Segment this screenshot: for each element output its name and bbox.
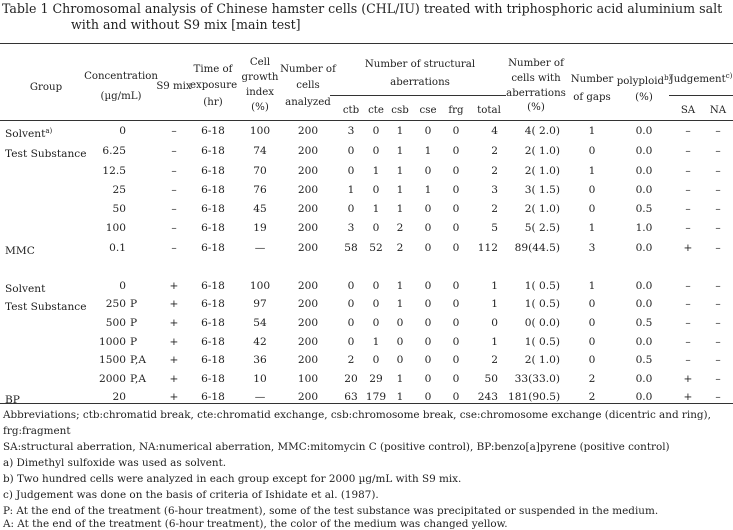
cell-ncells: 200 bbox=[297, 354, 319, 366]
cell-cte: 1 bbox=[372, 336, 380, 348]
header-growth-4: (%) bbox=[251, 102, 269, 113]
cell-s9: – bbox=[171, 242, 177, 254]
cell-sa: – bbox=[685, 145, 691, 157]
cell-s9: + bbox=[169, 280, 179, 292]
cell-s9: + bbox=[169, 354, 179, 366]
cell-na: – bbox=[715, 336, 721, 348]
cell-na: – bbox=[715, 242, 721, 254]
cell-ncells: 200 bbox=[297, 203, 319, 215]
cell-csb: 0 bbox=[396, 354, 404, 366]
cell-total: 1 bbox=[491, 336, 498, 348]
footnote-a: a) Dimethyl sulfoxide was used as solvent. bbox=[3, 457, 227, 469]
cell-group: Solvent$^{a)}$ bbox=[5, 127, 53, 140]
cell-ncells: 200 bbox=[297, 336, 319, 348]
cell-time: 6-18 bbox=[201, 222, 225, 234]
cell-conc: 25 bbox=[112, 184, 126, 196]
cell-cte: 0 bbox=[372, 125, 380, 137]
cell-cond: P bbox=[130, 298, 138, 310]
cell-gaps: 0 bbox=[588, 203, 596, 215]
cell-na: – bbox=[715, 184, 721, 196]
cell-frg: 0 bbox=[452, 165, 460, 177]
cell-ctb: 0 bbox=[347, 165, 355, 177]
cell-s9: – bbox=[171, 203, 177, 215]
header-gaps-1: Number bbox=[570, 74, 614, 85]
header-gaps-2: of gaps bbox=[573, 92, 611, 103]
cell-gaps: 0 bbox=[588, 184, 596, 196]
cell-cse: 0 bbox=[424, 165, 432, 177]
cell-csb: 1 bbox=[396, 165, 404, 177]
header-polyploid: polyploid$^{b)}$ bbox=[616, 74, 672, 87]
header-frg: frg bbox=[448, 105, 464, 116]
cell-total: 1 bbox=[491, 280, 498, 292]
cell-conc: 0 bbox=[119, 280, 126, 292]
cell-poly: 0.0 bbox=[635, 165, 653, 177]
cell-frg: 0 bbox=[452, 354, 460, 366]
cell-csb: 1 bbox=[396, 373, 404, 385]
header-csb: csb bbox=[391, 105, 409, 116]
cell-csb: 0 bbox=[396, 317, 404, 329]
cell-na: – bbox=[715, 125, 721, 137]
cell-ab: 181(90.5) bbox=[508, 391, 561, 403]
cell-ab: 1( 0.5) bbox=[524, 298, 560, 310]
cell-na: – bbox=[715, 317, 721, 329]
cell-poly: 0.0 bbox=[635, 373, 653, 385]
cell-ab: 89(44.5) bbox=[514, 242, 560, 254]
cell-cte: 0 bbox=[372, 317, 380, 329]
cell-s9: + bbox=[169, 317, 179, 329]
cell-total: 5 bbox=[491, 222, 498, 234]
cell-ncells: 200 bbox=[297, 391, 319, 403]
cell-sa: – bbox=[685, 165, 691, 177]
cell-frg: 0 bbox=[452, 184, 460, 196]
cell-sa: + bbox=[683, 242, 693, 254]
cell-csb: 1 bbox=[396, 203, 404, 215]
cell-cte: 0 bbox=[372, 280, 380, 292]
cell-na: – bbox=[715, 354, 721, 366]
cell-ab: 5( 2.5) bbox=[524, 222, 560, 234]
cell-cse: 0 bbox=[424, 203, 432, 215]
cell-s9: + bbox=[169, 336, 179, 348]
cell-cte: 0 bbox=[372, 354, 380, 366]
header-concentration-unit: (µg/mL) bbox=[100, 91, 142, 102]
judgement-sub-rule bbox=[669, 95, 733, 96]
cell-cse: 1 bbox=[424, 145, 432, 157]
cell-ctb: 3 bbox=[347, 125, 355, 137]
cell-conc: 250 bbox=[105, 298, 126, 310]
cell-cse: 0 bbox=[424, 336, 432, 348]
cell-growth: 36 bbox=[253, 354, 267, 366]
cell-frg: 0 bbox=[452, 203, 460, 215]
cell-growth: 70 bbox=[253, 165, 267, 177]
cell-total: 243 bbox=[477, 391, 498, 403]
cell-csb: 1 bbox=[396, 391, 404, 403]
cell-ab: 4( 2.0) bbox=[524, 125, 560, 137]
cell-cse: 1 bbox=[424, 184, 432, 196]
cell-total: 2 bbox=[491, 354, 498, 366]
cell-conc: 20 bbox=[112, 391, 126, 403]
cell-gaps: 1 bbox=[588, 280, 596, 292]
cell-ab: 2( 1.0) bbox=[524, 203, 560, 215]
footnote-sa-na: SA:structural aberration, NA:numerical aberration, MMC:mitomycin C (positive control), BP:benzo[a]pyrene (positive control) bbox=[3, 441, 670, 453]
cell-growth: 54 bbox=[253, 317, 267, 329]
header-ncells-2: cells bbox=[296, 80, 320, 91]
cell-sa: – bbox=[685, 298, 691, 310]
cell-ctb: 63 bbox=[344, 391, 358, 403]
cell-cse: 0 bbox=[424, 125, 432, 137]
cell-group: BP bbox=[5, 394, 20, 406]
header-structural-1: Number of structural bbox=[364, 59, 476, 70]
cell-time: 6-18 bbox=[201, 373, 225, 385]
cell-na: – bbox=[715, 373, 721, 385]
cell-sa: + bbox=[683, 373, 693, 385]
footnote-p: P: At the end of the treatment (6-hour treatment), some of the test substance was precipitated or suspended in the medium. bbox=[3, 505, 659, 517]
cell-poly: 0.0 bbox=[635, 336, 653, 348]
cell-s9: – bbox=[171, 222, 177, 234]
cell-ctb: 0 bbox=[347, 336, 355, 348]
cell-ncells: 200 bbox=[297, 298, 319, 310]
header-ncells-1: Number of bbox=[280, 64, 336, 75]
cell-s9: – bbox=[171, 145, 177, 157]
cell-frg: 0 bbox=[452, 336, 460, 348]
cell-na: – bbox=[715, 298, 721, 310]
header-cte: cte bbox=[368, 105, 384, 116]
cell-total: 112 bbox=[477, 242, 498, 254]
cell-conc: 6.25 bbox=[102, 145, 126, 157]
cell-na: – bbox=[715, 222, 721, 234]
cell-poly: 0.0 bbox=[635, 242, 653, 254]
cell-conc: 50 bbox=[112, 203, 126, 215]
cell-gaps: 2 bbox=[588, 391, 596, 403]
cell-time: 6-18 bbox=[201, 242, 225, 254]
header-cse: cse bbox=[419, 105, 437, 116]
cell-ctb: 58 bbox=[344, 242, 358, 254]
cell-csb: 2 bbox=[396, 242, 404, 254]
cell-poly: 0.5 bbox=[635, 203, 653, 215]
cell-cse: 0 bbox=[424, 317, 432, 329]
cell-time: 6-18 bbox=[201, 298, 225, 310]
cell-ctb: 0 bbox=[347, 317, 355, 329]
cell-ctb: 20 bbox=[344, 373, 358, 385]
header-withab-2: cells with bbox=[511, 73, 561, 84]
cell-poly: 0.0 bbox=[635, 145, 653, 157]
cell-ab: 1( 0.5) bbox=[524, 280, 560, 292]
header-total: total bbox=[477, 105, 501, 116]
cell-time: 6-18 bbox=[201, 125, 225, 137]
cell-conc: 12.5 bbox=[102, 165, 126, 177]
header-bottom-rule bbox=[0, 120, 733, 121]
cell-frg: 0 bbox=[452, 391, 460, 403]
cell-time: 6-18 bbox=[201, 184, 225, 196]
cell-ncells: 200 bbox=[297, 242, 319, 254]
cell-na: – bbox=[715, 391, 721, 403]
cell-poly: 0.5 bbox=[635, 354, 653, 366]
header-time-2: exposure bbox=[190, 80, 238, 91]
cell-growth: — bbox=[254, 242, 266, 254]
cell-frg: 0 bbox=[452, 373, 460, 385]
cell-cond: P bbox=[130, 336, 138, 348]
cell-frg: 0 bbox=[452, 145, 460, 157]
cell-cond: P,A bbox=[130, 354, 146, 366]
header-withab-1: Number of bbox=[508, 58, 564, 69]
cell-gaps: 1 bbox=[588, 165, 596, 177]
cell-na: – bbox=[715, 165, 721, 177]
header-time-3: (hr) bbox=[203, 97, 223, 108]
cell-s9: – bbox=[171, 184, 177, 196]
footnote-b: b) Two hundred cells were analyzed in each group except for 2000 µg/mL with S9 mix. bbox=[3, 473, 462, 485]
cell-ctb: 0 bbox=[347, 280, 355, 292]
cell-frg: 0 bbox=[452, 125, 460, 137]
cell-conc: 0.1 bbox=[109, 242, 126, 254]
cell-cte: 179 bbox=[365, 391, 387, 403]
cell-csb: 1 bbox=[396, 298, 404, 310]
cell-growth: 100 bbox=[249, 125, 271, 137]
cell-growth: 97 bbox=[253, 298, 267, 310]
cell-frg: 0 bbox=[452, 298, 460, 310]
cell-ab: 1( 0.5) bbox=[524, 336, 560, 348]
cell-time: 6-18 bbox=[201, 203, 225, 215]
cell-growth: 19 bbox=[253, 222, 267, 234]
cell-sa: – bbox=[685, 336, 691, 348]
footnote-abbrev: Abbreviations; ctb:chromatid break, cte:chromatid exchange, csb:chromosome break, cse:chromosome exchange (dicentric and ring), bbox=[3, 409, 711, 421]
cell-conc: 2000 bbox=[99, 373, 126, 385]
cell-poly: 0.0 bbox=[635, 280, 653, 292]
cell-poly: 1.0 bbox=[635, 222, 653, 234]
cell-total: 3 bbox=[491, 184, 498, 196]
cell-ncells: 200 bbox=[297, 145, 319, 157]
cell-cse: 0 bbox=[424, 298, 432, 310]
cell-growth: 100 bbox=[249, 280, 271, 292]
cell-cse: 0 bbox=[424, 373, 432, 385]
cell-csb: 1 bbox=[396, 280, 404, 292]
cell-sa: – bbox=[685, 317, 691, 329]
cell-cte: 0 bbox=[372, 145, 380, 157]
cell-ab: 2( 1.0) bbox=[524, 165, 560, 177]
cell-cse: 0 bbox=[424, 242, 432, 254]
cell-csb: 2 bbox=[396, 222, 404, 234]
footnote-frg: frg:fragment bbox=[3, 425, 71, 437]
cell-group: Solvent bbox=[5, 283, 46, 295]
footnote-a-color: A: At the end of the treatment (6-hour treatment), the color of the medium was changed yellow. bbox=[3, 518, 508, 530]
cell-gaps: 0 bbox=[588, 354, 596, 366]
cell-growth: 42 bbox=[253, 336, 267, 348]
cell-cte: 0 bbox=[372, 298, 380, 310]
cell-poly: 0.5 bbox=[635, 317, 653, 329]
cell-frg: 0 bbox=[452, 242, 460, 254]
cell-group: Test Substance bbox=[5, 301, 87, 313]
cell-total: 0 bbox=[491, 317, 498, 329]
header-sa: SA bbox=[680, 105, 696, 116]
cell-cond: P bbox=[130, 317, 138, 329]
cell-ctb: 0 bbox=[347, 298, 355, 310]
cell-ncells: 200 bbox=[297, 222, 319, 234]
cell-s9: + bbox=[169, 391, 179, 403]
cell-sa: + bbox=[683, 391, 693, 403]
cell-ab: 0( 0.0) bbox=[524, 317, 560, 329]
cell-gaps: 3 bbox=[588, 242, 596, 254]
cell-csb: 0 bbox=[396, 336, 404, 348]
cell-cte: 29 bbox=[369, 373, 383, 385]
cell-na: – bbox=[715, 145, 721, 157]
cell-conc: 100 bbox=[105, 222, 126, 234]
cell-time: 6-18 bbox=[201, 391, 225, 403]
cell-gaps: 0 bbox=[588, 145, 596, 157]
header-group: Group bbox=[29, 82, 63, 93]
header-na: NA bbox=[709, 105, 727, 116]
cell-csb: 1 bbox=[396, 125, 404, 137]
cell-ncells: 200 bbox=[297, 317, 319, 329]
cell-time: 6-18 bbox=[201, 317, 225, 329]
cell-total: 2 bbox=[491, 145, 498, 157]
header-polyploid-unit: (%) bbox=[635, 92, 653, 103]
header-structural-2: aberrations bbox=[390, 77, 450, 88]
cell-gaps: 0 bbox=[588, 336, 596, 348]
cell-frg: 0 bbox=[452, 280, 460, 292]
cell-s9: – bbox=[171, 125, 177, 137]
cell-ncells: 200 bbox=[297, 125, 319, 137]
cell-poly: 0.0 bbox=[635, 125, 653, 137]
cell-cse: 0 bbox=[424, 222, 432, 234]
header-judgement: Judgement$^{c)}$ bbox=[669, 72, 733, 85]
cell-s9: + bbox=[169, 298, 179, 310]
cell-total: 1 bbox=[491, 298, 498, 310]
cell-sa: – bbox=[685, 184, 691, 196]
caption-line-2: with and without S9 mix [main test] bbox=[71, 17, 301, 32]
cell-time: 6-18 bbox=[201, 165, 225, 177]
cell-time: 6-18 bbox=[201, 145, 225, 157]
cell-time: 6-18 bbox=[201, 354, 225, 366]
cell-cse: 0 bbox=[424, 391, 432, 403]
cell-ab: 33(33.0) bbox=[514, 373, 560, 385]
cell-gaps: 1 bbox=[588, 125, 596, 137]
cell-total: 2 bbox=[491, 165, 498, 177]
cell-ncells: 100 bbox=[297, 373, 319, 385]
cell-growth: 74 bbox=[253, 145, 267, 157]
cell-gaps: 1 bbox=[588, 222, 596, 234]
cell-ncells: 200 bbox=[297, 280, 319, 292]
cell-conc: 1500 bbox=[99, 354, 126, 366]
caption-line-1: Table 1 Chromosomal analysis of Chinese hamster cells (CHL/IU) treated with triphosphoric acid aluminium salt bbox=[2, 1, 723, 16]
cell-poly: 0.0 bbox=[635, 391, 653, 403]
cell-conc: 500 bbox=[105, 317, 126, 329]
footnote-c: c) Judgement was done on the basis of criteria of Ishidate et al. (1987). bbox=[3, 489, 379, 501]
table-top-rule bbox=[0, 43, 733, 44]
cell-cte: 52 bbox=[369, 242, 383, 254]
header-withab-4: (%) bbox=[527, 102, 545, 113]
cell-total: 2 bbox=[491, 203, 498, 215]
header-growth-1: Cell bbox=[249, 57, 271, 68]
cell-s9: + bbox=[169, 373, 179, 385]
cell-conc: 1000 bbox=[99, 336, 126, 348]
cell-sa: – bbox=[685, 203, 691, 215]
cell-time: 6-18 bbox=[201, 280, 225, 292]
cell-gaps: 0 bbox=[588, 317, 596, 329]
cell-frg: 0 bbox=[452, 317, 460, 329]
header-ncells-3: analyzed bbox=[285, 97, 331, 108]
cell-csb: 1 bbox=[396, 184, 404, 196]
header-concentration: Concentration bbox=[84, 71, 158, 82]
header-growth-2: growth bbox=[241, 72, 279, 83]
cell-time: 6-18 bbox=[201, 336, 225, 348]
cell-gaps: 0 bbox=[588, 298, 596, 310]
header-s9-mix: S9 mix bbox=[156, 81, 192, 92]
cell-frg: 0 bbox=[452, 222, 460, 234]
structural-sub-rule bbox=[330, 95, 506, 96]
cell-cte: 1 bbox=[372, 165, 380, 177]
cell-ctb: 0 bbox=[347, 203, 355, 215]
cell-growth: 10 bbox=[253, 373, 267, 385]
header-time-1: Time of bbox=[193, 64, 233, 75]
cell-total: 4 bbox=[491, 125, 498, 137]
cell-sa: – bbox=[685, 125, 691, 137]
cell-ab: 2( 1.0) bbox=[524, 145, 560, 157]
cell-ab: 2( 1.0) bbox=[524, 354, 560, 366]
cell-ncells: 200 bbox=[297, 165, 319, 177]
cell-cte: 1 bbox=[372, 203, 380, 215]
cell-cond: P,A bbox=[130, 373, 146, 385]
cell-growth: 45 bbox=[253, 203, 267, 215]
cell-s9: – bbox=[171, 165, 177, 177]
cell-conc: 0 bbox=[119, 125, 126, 137]
cell-poly: 0.0 bbox=[635, 298, 653, 310]
cell-gaps: 2 bbox=[588, 373, 596, 385]
cell-poly: 0.0 bbox=[635, 184, 653, 196]
header-withab-3: aberrations bbox=[506, 88, 566, 99]
cell-cte: 0 bbox=[372, 184, 380, 196]
cell-ctb: 0 bbox=[347, 145, 355, 157]
cell-ctb: 1 bbox=[347, 184, 355, 196]
cell-na: – bbox=[715, 280, 721, 292]
cell-sa: – bbox=[685, 222, 691, 234]
cell-ncells: 200 bbox=[297, 184, 319, 196]
cell-group: MMC bbox=[5, 245, 35, 257]
table-bottom-rule bbox=[0, 403, 733, 404]
cell-csb: 1 bbox=[396, 145, 404, 157]
cell-ab: 3( 1.5) bbox=[524, 184, 560, 196]
header-ctb: ctb bbox=[342, 105, 360, 116]
cell-total: 50 bbox=[484, 373, 498, 385]
cell-growth: — bbox=[254, 391, 266, 403]
cell-group: Test Substance bbox=[5, 148, 87, 160]
cell-cte: 0 bbox=[372, 222, 380, 234]
cell-ctb: 3 bbox=[347, 222, 355, 234]
header-growth-3: index bbox=[245, 87, 275, 98]
cell-sa: – bbox=[685, 354, 691, 366]
cell-ctb: 2 bbox=[347, 354, 355, 366]
cell-cse: 0 bbox=[424, 354, 432, 366]
cell-cse: 0 bbox=[424, 280, 432, 292]
cell-sa: – bbox=[685, 280, 691, 292]
cell-na: – bbox=[715, 203, 721, 215]
cell-growth: 76 bbox=[253, 184, 267, 196]
